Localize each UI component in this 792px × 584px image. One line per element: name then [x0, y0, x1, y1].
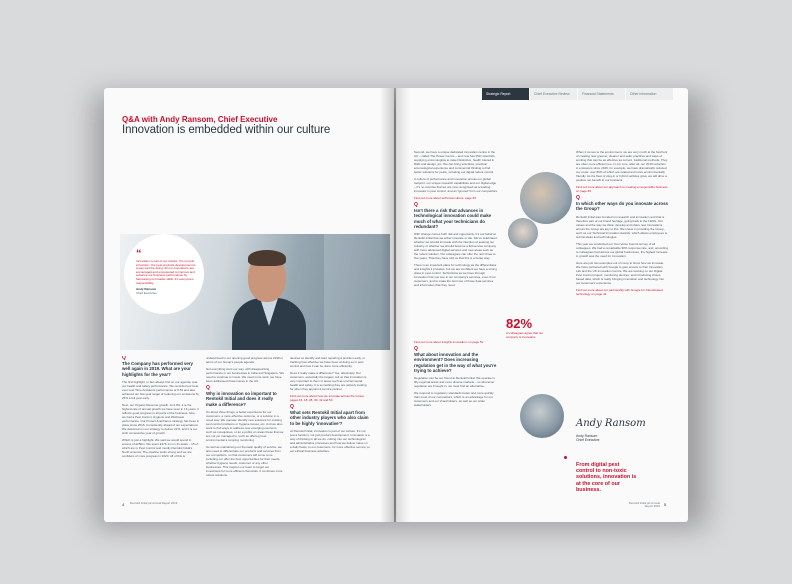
- answer-paragraph: When it comes to the environment, we are very much at the forefront of creating new greener, cleaner and safer practices and ways of working that can be as effective as current, traditional methods. They are often more efficient too. In our core, after all, our 2019 reduction in emissions since 2016, for example, we have dramatically reduced our costs: over 80% of which are related and more environmentally friendly. As the fleet of plug-in or hybrid vehicles grow, we will drive a positive net benefit to our business.: [576, 150, 668, 182]
- left-page: [104, 88, 394, 522]
- question-mark-icon: Q: [122, 356, 126, 361]
- tab-other-information[interactable]: Other Information: [626, 88, 674, 100]
- right-page: [396, 88, 688, 522]
- question-mark-icon: Q: [206, 385, 210, 391]
- folio-caption: Rentokil Initial plc Annual Report 2019: [130, 501, 178, 505]
- answer-paragraph: As well as maintaining our thematic quality of service, we also need to differentiate our products and services from our competitors, so that customers will come to us including our offer the best opportunities for their needs, whether hygiene needs, customer or any other businesses. This inspires our team to target our investment for more efficient chemicals. It combines more robust solutions.: [206, 444, 283, 477]
- answer-paragraph: There is an important place for technology as the differentiator and insights it provides, but we are confident we have a strong place in pest control. Technicians as we have through innovation that you see in our company's services, even if our customers, and to make the best use of those data services and information that they need.: [414, 263, 497, 288]
- question-4: Q Isn't there a risk that advances in technological innovation could make much of what your technicians do redundant?: [414, 203, 498, 229]
- tab-strategic-report[interactable]: Strategic Report: [482, 88, 530, 100]
- question-1: Q The Company has performed very well again in 2019. What are your highlights for the year?: [122, 356, 200, 377]
- question-mark-icon: Q: [414, 202, 418, 208]
- cross-reference-link[interactable]: Find out more about how we innovate across the Group: pages 16, 18, 28, 30, 42 and 50: [290, 394, 365, 402]
- tab-chief-executive-review[interactable]: Chief Executive Review: [530, 88, 578, 100]
- cross-reference-link[interactable]: Find out more about Insights innovation: on page 51: [414, 340, 484, 344]
- answer-paragraph: At Rentokil Initial, innovation is part of our culture. It's not just a function, not just product development. Innovation is a way of thinking in all we do, cutting into our technological and administrative processes and how we deliver value on a daily basis, to our customers, for more effective service, to our ethical business activities.: [290, 428, 370, 453]
- cross-reference-link[interactable]: Find out more about technical culture: page 36: [414, 196, 476, 200]
- page-number: 5: [664, 502, 667, 507]
- answer-paragraph: Rentokil Initial was founded on research and innovation and that is therefore part of our brand heritage, going back to the 1920s. Our values and the way we think, develop and share new innovations across the Group are key to this. We invest in providing the Group, such as our Technical Innovation Awards, which allows employees to submit ideas and technologies.: [576, 214, 668, 239]
- signature-name-text: Andy Ransom: [576, 434, 598, 438]
- cross-reference-link[interactable]: Find out more about our approach to creating a responsible business on page 56: [576, 185, 668, 193]
- quote-circle: [124, 234, 204, 314]
- section-tabs: [482, 88, 674, 100]
- question-mark-icon: Q: [414, 346, 418, 352]
- answer-paragraph: Not everything went our way, with disappointing performance in our businesses in India and Singapore. We need to continue to invest. We need more work, we have been addressed those issues in the UK.: [206, 367, 284, 383]
- question-3: Q What sets Rentokil Initial apart from other industry players who also claim to be highly 'innovative'?: [290, 404, 369, 426]
- photo-window: [324, 234, 390, 350]
- right-column-3: [576, 150, 668, 496]
- signature-role: Chief Executive: [576, 438, 600, 442]
- answer-paragraph: Does it really make a difference? Yes, absolutely. Our customers, especially the largest, tell us that innovation is very important to them in areas such as environmental, health and safety. It is something they are actively looking for when they appoint a service partner.: [290, 371, 367, 391]
- page-number: 4: [122, 502, 125, 507]
- answer-paragraph: Which is just a highlight. We said we would spend in excess of £250m. We spent £376.1m on 41 deals – 15 of which are in Pest Control and mostly Rentokil Initial's North America. The pipeline looks strong and we are confident of more progress in 2020. All of this is: [122, 437, 198, 458]
- lab-photo: [508, 218, 538, 248]
- tab-financial-statements[interactable]: Financial Statements: [578, 88, 626, 100]
- answer-paragraph: A culture of performance and innovation across our global footprint, our unique research capabilities and our digital edge – it's no surprise that we are now recognised as a leading innovator in pest control, and an 'ignored' from our competitors.: [414, 177, 498, 193]
- question-mark-icon: Q: [290, 404, 294, 410]
- stat-caption: of colleagues agree that our company is innovative: [506, 331, 544, 339]
- stat-value: 82%: [506, 316, 533, 331]
- answer-paragraph: With change comes both risk and opportunity. It's our belief at Rentokil Initial that we either innovate or die. We've celebrated whether we should innovate with the intention of seeking our industry or whether we should become a full-service company with more advanced digital services and new areas such as the rodent solution. Our colleagues can offer the next three to five years. That they have told us that this is a better way.: [414, 232, 497, 261]
- pull-quote: From digital pest control to non-toxic solutions, innovation is at the core of our business.: [576, 462, 637, 493]
- technician-photo: [520, 394, 564, 438]
- question-6: Q In which other ways do you innovate across the Group?: [576, 195, 668, 212]
- answer-paragraph: Second, we have a unique dedicated innovation centre in the UK – called The Power Centre – and now has PhD scientists, supplying entomologists to raise Distinctive, health trained in R&D and design, etc. We can bring scientists, practical entomological experience and commercial thinking to find better solutions for pests, including our digital rodent control.: [414, 150, 496, 174]
- ceo-signature: Andy Ransom: [576, 418, 646, 429]
- cross-reference-link[interactable]: Find out more about our partnership with Google for Cloud-based technology on page 44: [576, 287, 663, 296]
- quote-name: Andy Ransom: [136, 287, 157, 292]
- answer-paragraph: Regulation can be our friend at Rentokil Initial. We operate in fifty regional areas and more diverse markets – so whenever regulation are brought in, we must find an alternative.: [414, 376, 495, 389]
- quote-role: Chief Executive: [136, 291, 157, 296]
- pull-quote-dot-icon: [564, 456, 567, 459]
- colleagues-photo: [520, 172, 572, 224]
- photo-hair: [248, 250, 286, 266]
- signature-name: [576, 434, 600, 442]
- left-column-3: [290, 356, 370, 498]
- folio-caption: Rentokil Initial plc Annual Report 2019: [628, 501, 660, 509]
- right-column-1-continued: [414, 340, 498, 495]
- question-mark-icon: Q: [576, 195, 580, 201]
- answer-paragraph: devices so identify and start repairing a problem early, or tracking how effective we have been at doing so in pest control and how it can be done more efficiently.: [290, 356, 366, 368]
- left-column-2: [206, 356, 284, 498]
- quote-mark-icon: “: [136, 248, 142, 260]
- question-5: Q What about innovation and the environment? Does increasing regulation get in the way of what you're trying to achieve?: [414, 346, 497, 373]
- answer-paragraph: We respond to regulatory standards better and more quickly than most of our competitors, which is an advantage for our customers and our shareholders, as well as our wider stakeholders.: [414, 391, 494, 408]
- answer-paragraph: This year we conducted our Your Voice Counts survey of all colleagues. We had a remarkable 90% response rate, and, according to colleagues had across our global businesses, the highest increase in growth was the need for innovation.: [576, 241, 668, 258]
- page-headline: Innovation is embedded within our culture: [122, 124, 331, 136]
- answer-paragraph: It's about three things: a better experience for our customers, a more effective outcome, or a solution in a novel way. We operate: identify new solutions for existing pest control problems or hygiene issues, etc. And we also want to find ways to address new emerging concerns, such as mosquitoes, or an a public on areas these that we are not yet managed to, such as offering food environmental a ramping monitoring.: [206, 409, 284, 442]
- answer-paragraph: Here are just two examples out of many to show how we innovate. We have partnered with Google to gain access to their Innovation Lab and the UK Innovation Centre. We are working on our Digital Pest Control project, monitoring devices, and introducing Cloud-based data, which is really bringing innovation and technology into our customers' experience.: [576, 260, 665, 285]
- question-2: Q Why is innovation so important to Rentokil Initial and does it really make a difference?: [206, 386, 284, 407]
- answer-paragraph: underpinned in our opening good progress across 2018 in terms of our Group's people agenda.: [206, 356, 283, 364]
- quote-text: Innovation is part of our culture. It is not just a function. Our pest products development is a way we'll be doing. All our innovations are encouraged and empowered to improve and enhance our business performance by harnessing its broader skills. It's everyone's responsibility.: [136, 259, 196, 285]
- answer-paragraph: Next, our Organic Revenue growth. At 4.0%, it is the highest rate of annual growth we have seen in 16 years. It reflects good progress in all parts of the business. Also, we had a Pest Control, Hygiene and Workwear performance. Our Protect & Enhance strategy has been in place since 2016. Consistently ahead of our expectations. We delivered on our strategy to deliver 21%, and it is our sixth consecutive year of growth.: [122, 402, 200, 435]
- left-column-1: [122, 356, 200, 498]
- kicker: Q&A with Andy Ransom, Chief Executive: [122, 115, 278, 124]
- answer-paragraph: The first highlight, in fact always first on our agenda, was our health and safety performance. We recorded our best ever Lost Time Accidents performance of 0.53 and also achieved our five-year target of reducing our emissions by 25% a full year early.: [122, 379, 200, 400]
